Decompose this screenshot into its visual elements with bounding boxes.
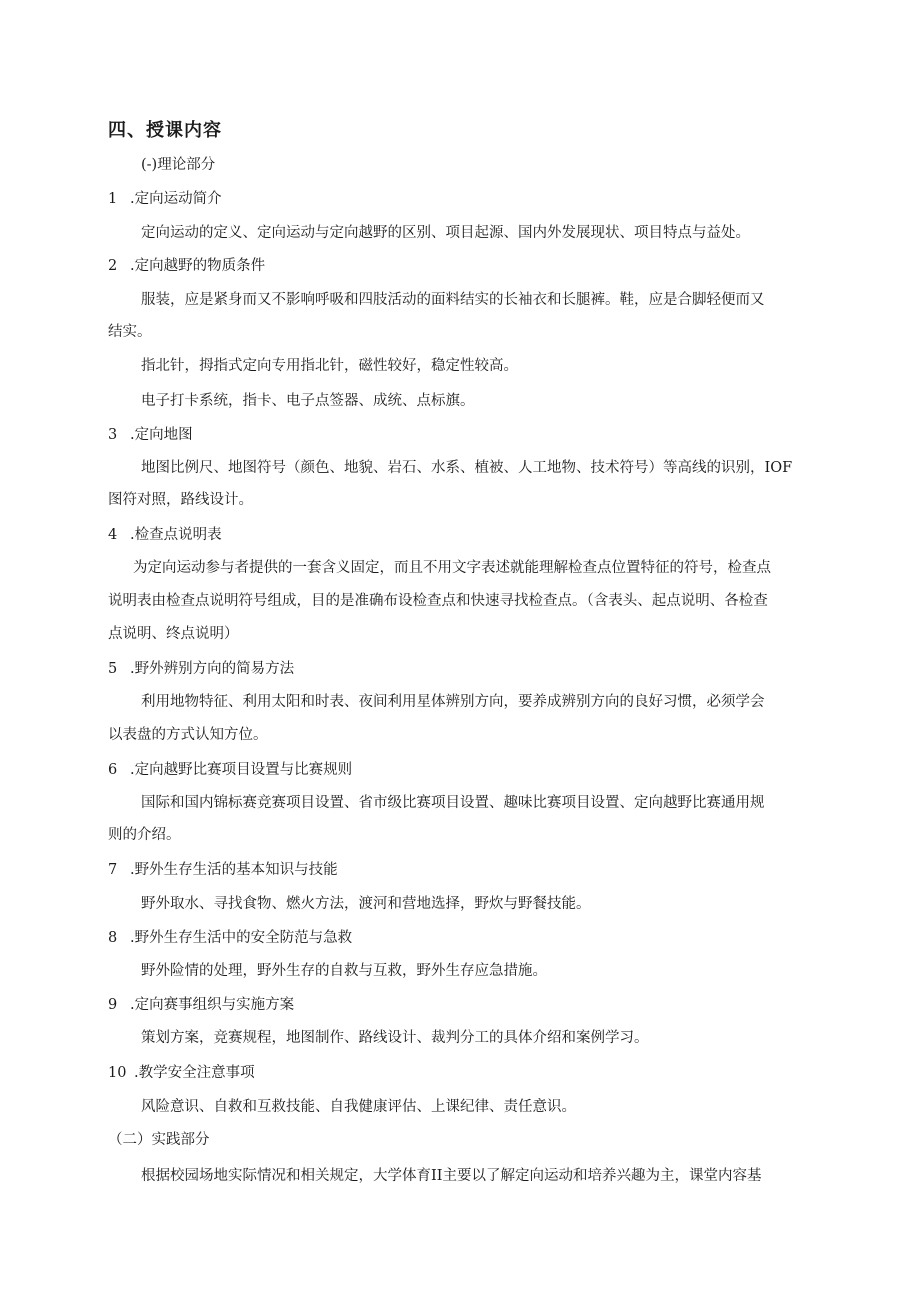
item-number: 9 <box>108 997 118 1013</box>
item-heading-4 <box>108 525 222 545</box>
item-title: .教学安全注意事项 <box>134 1065 255 1081</box>
item-number: 10 <box>108 1065 127 1081</box>
theory-heading: (-)理论部分 <box>141 157 216 173</box>
item-number: 6 <box>108 762 118 778</box>
item-6-text: 则的介绍。 <box>108 827 181 843</box>
item-3-text: 地图比例尺、地图符号（颜色、地貌、岩石、水系、植被、人工地物、技术符号）等高线的识别，IOF <box>141 460 793 476</box>
item-title: .野外生存生活中的安全防范与急救 <box>130 930 353 946</box>
section-title: 四、授课内容 <box>108 120 222 141</box>
item-heading-7 <box>108 860 338 880</box>
item-9-text: 策划方案，竞赛规程，地图制作、路线设计、裁判分工的具体介绍和案例学习。 <box>141 1030 649 1046</box>
item-2-text: 电子打卡系统，指卡、电子点签器、成统、点标旗。 <box>141 393 475 409</box>
item-4-text: 说明表由检查点说明符号组成，目的是准确布设检查点和快速寻找检查点。（含表头、起点说明、各检查 <box>108 593 768 609</box>
item-title: .野外辨别方向的简易方法 <box>130 661 295 677</box>
item-7-text: 野外取水、寻找食物、燃火方法，渡河和营地选择，野炊与野餐技能。 <box>141 896 591 912</box>
practice-heading: （二）实践部分 <box>108 1132 210 1148</box>
item-heading-9 <box>108 995 294 1015</box>
item-4-text: 为定向运动参与者提供的一套含义固定，而且不用文字表述就能理解检查点位置特征的符号，检查点 <box>133 560 771 576</box>
item-title: .定向越野比赛项目设置与比赛规则 <box>130 762 353 778</box>
item-number: 1 <box>108 191 118 207</box>
item-8-text: 野外险情的处理，野外生存的自救与互救，野外生存应急措施。 <box>141 963 547 979</box>
item-5-text: 利用地物特征、利用太阳和时表、夜间利用星体辨别方向，要养成辨别方向的良好习惯，必须学会 <box>141 694 765 710</box>
item-3-text: 图符对照，路线设计。 <box>108 492 253 508</box>
item-heading-1 <box>108 189 222 209</box>
item-title: .野外生存生活的基本知识与技能 <box>130 862 338 878</box>
item-number: 5 <box>108 661 118 677</box>
item-heading-2 <box>108 256 265 276</box>
item-number: 8 <box>108 930 118 946</box>
item-5-text: 以表盘的方式认知方位。 <box>108 727 268 743</box>
item-number: 4 <box>108 527 118 543</box>
item-2-text: 服装，应是紧身而又不影响呼吸和四肢活动的面料结实的长袖衣和长腿裤。鞋，应是合脚轻便而又 <box>141 292 765 308</box>
item-title: .定向越野的物质条件 <box>130 258 266 274</box>
item-heading-10 <box>108 1063 255 1083</box>
item-title: .定向赛事组织与实施方案 <box>130 997 295 1013</box>
item-6-text: 国际和国内锦标赛竞赛项目设置、省市级比赛项目设置、趣味比赛项目设置、定向越野比赛通用规 <box>141 795 765 811</box>
item-heading-6 <box>108 760 352 780</box>
item-number: 3 <box>108 427 118 443</box>
item-number: 7 <box>108 862 118 878</box>
practice-text: 根据校园场地实际情况和相关规定，大学体育II主要以了解定向运动和培养兴趣为主，课堂内容基 <box>141 1168 762 1184</box>
item-title: .检查点说明表 <box>130 527 222 543</box>
item-title: .定向运动简介 <box>130 191 222 207</box>
item-title: .定向地图 <box>130 427 193 443</box>
item-heading-5 <box>108 659 294 679</box>
item-2-text: 结实。 <box>108 324 152 340</box>
item-10-text: 风险意识、自救和互救技能、自我健康评估、上课纪律、责任意识。 <box>141 1099 576 1115</box>
item-number: 2 <box>108 258 118 274</box>
item-heading-8 <box>108 928 352 948</box>
item-2-text: 指北针，拇指式定向专用指北针，磁性较好，稳定性较高。 <box>141 358 518 374</box>
item-heading-3 <box>108 425 193 445</box>
item-4-text: 点说明、终点说明） <box>108 626 239 642</box>
item-1-text: 定向运动的定义、定向运动与定向越野的区别、项目起源、国内外发展现状、项目特点与益处。 <box>141 225 750 241</box>
